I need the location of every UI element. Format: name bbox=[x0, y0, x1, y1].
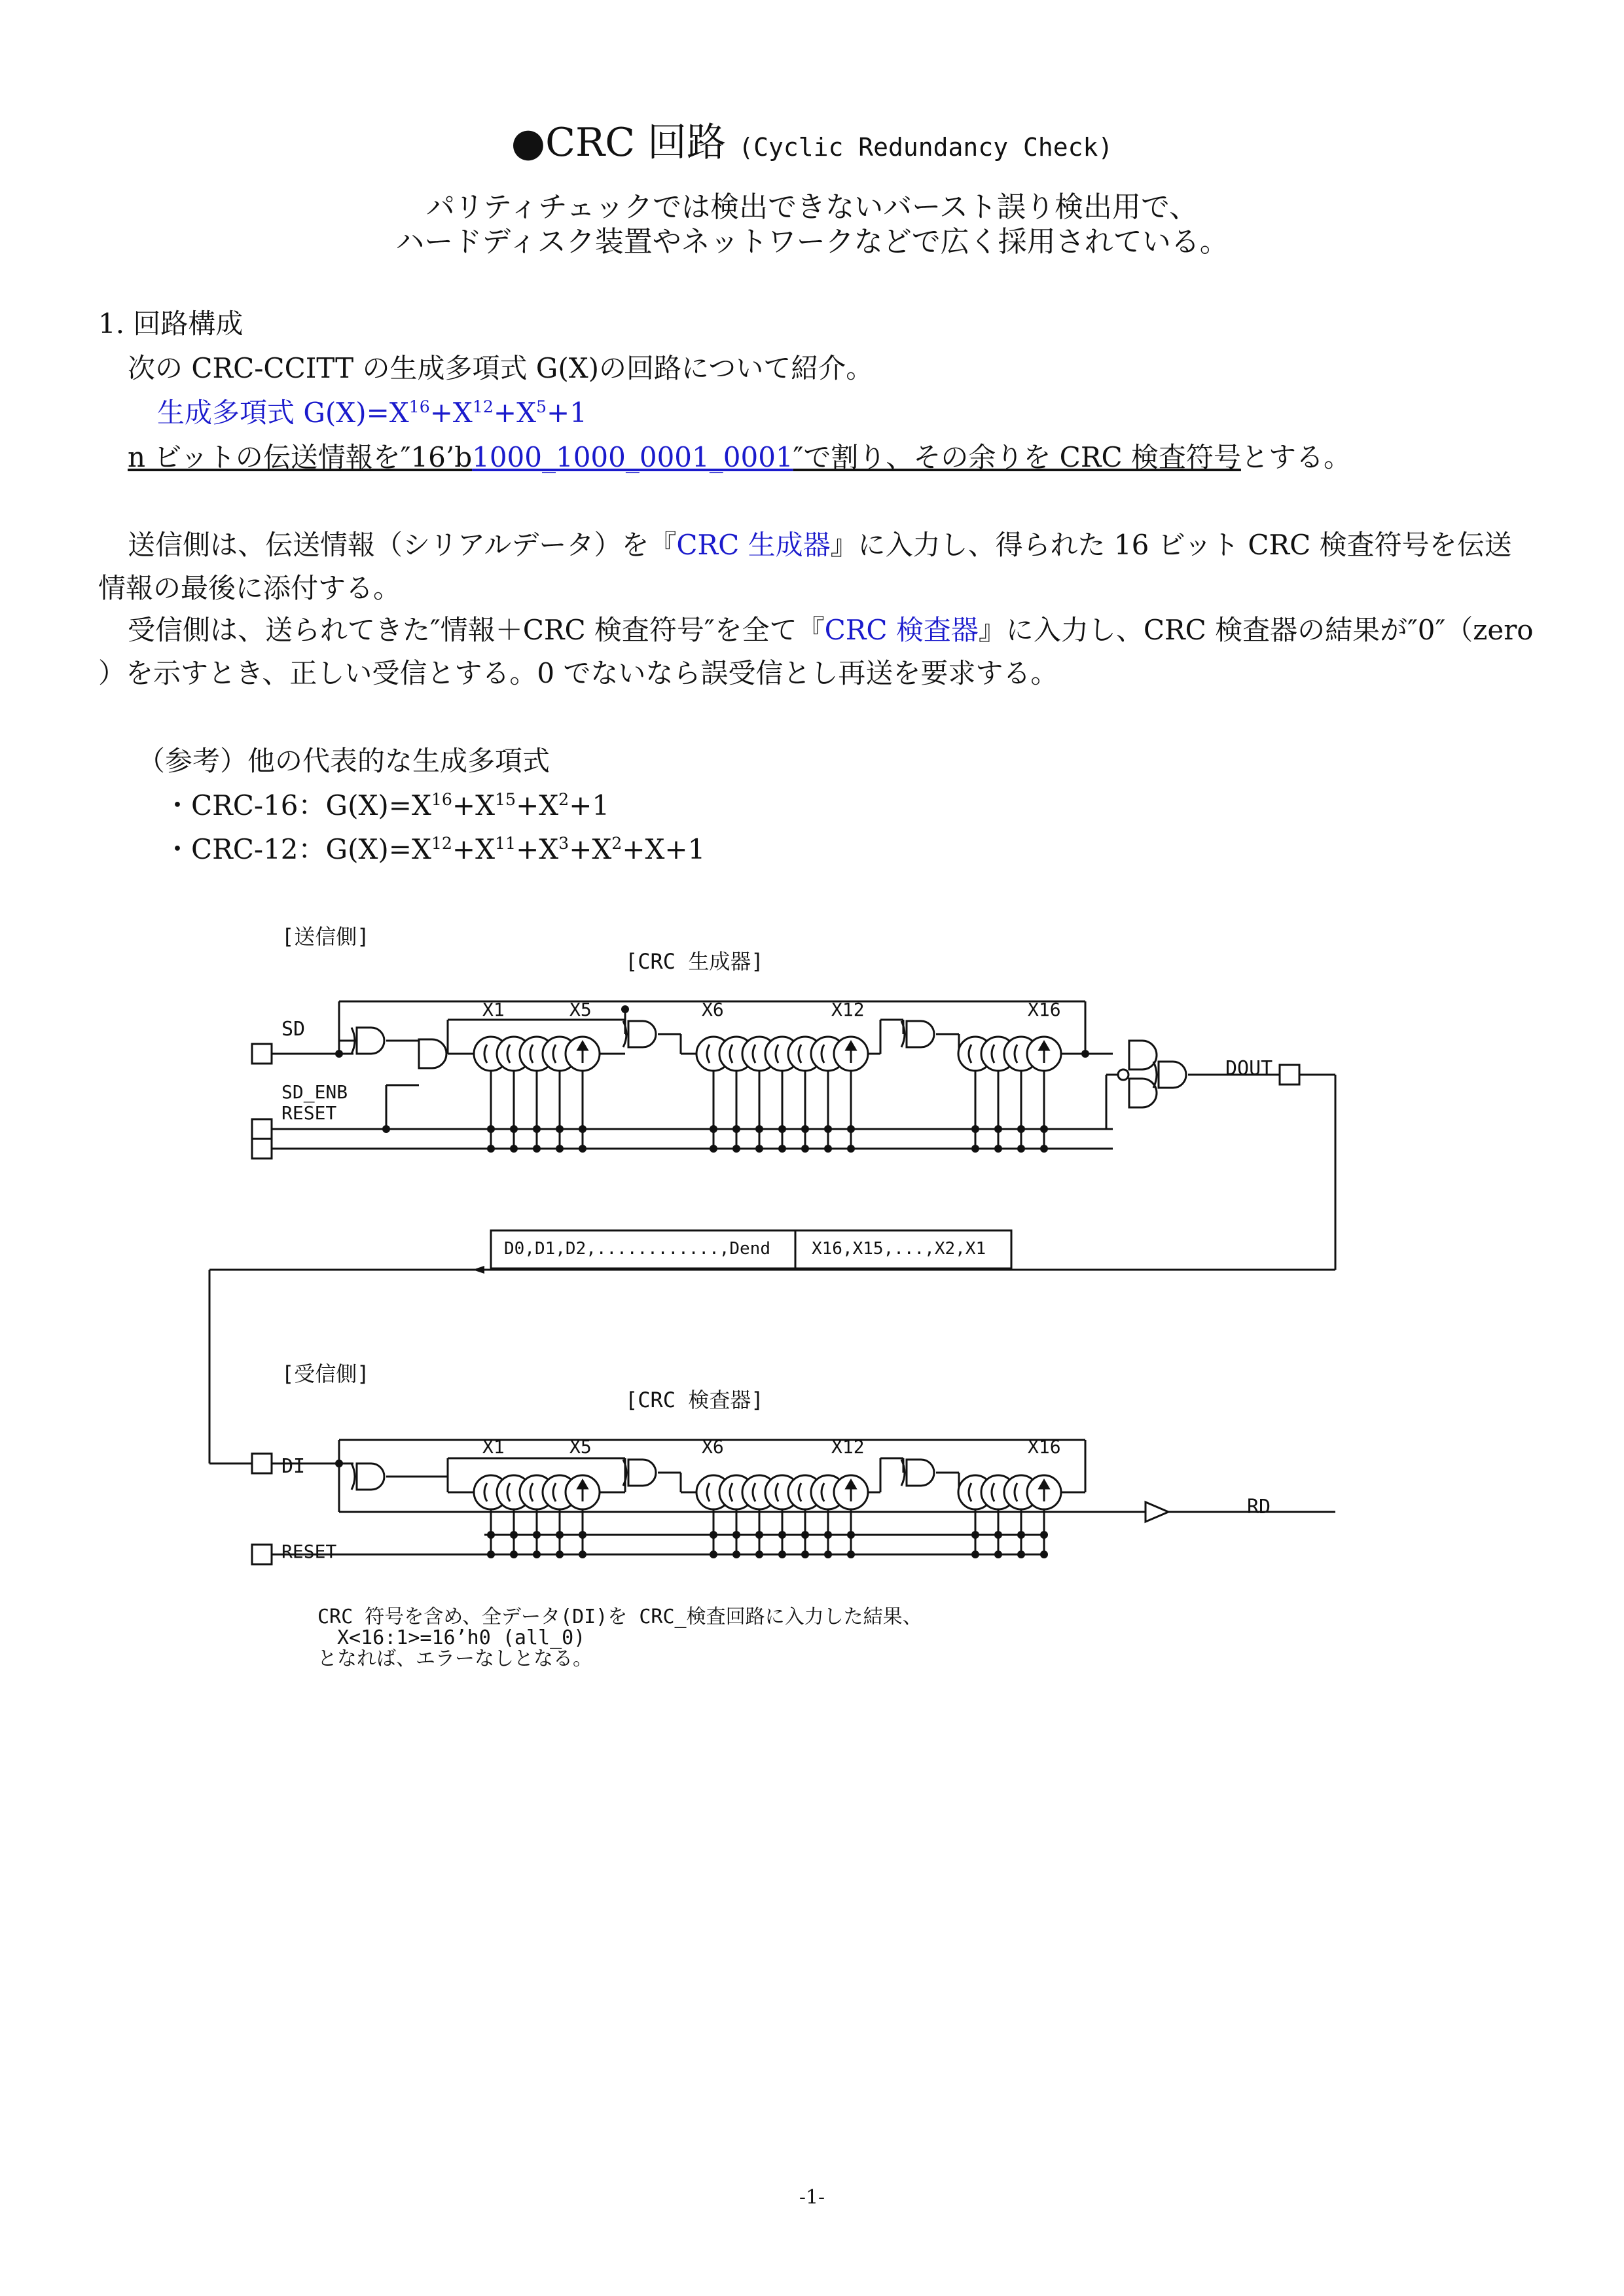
page-title bbox=[0, 111, 1624, 168]
flip-flop bbox=[1027, 1475, 1061, 1509]
recv-para-line2: ）を示すとき、正しい受信とする。0 でないなら誤受信とし再送を要求する。 bbox=[98, 657, 1058, 689]
frame-crc-label: X16,X15,...,X2,X1 bbox=[812, 1239, 986, 1259]
rx-tap-x12: X12 bbox=[831, 1436, 865, 1458]
note-line-3: となれば、エラーなしとなる。 bbox=[317, 1647, 592, 1670]
title-main: ●CRC 回路 bbox=[511, 120, 727, 166]
tx-block-label: [CRC 生成器] bbox=[625, 949, 764, 974]
gate-body bbox=[1159, 1062, 1186, 1088]
generator-polynomial: 生成多項式 $G(X)=X^{16}+X^{12}+X^5+1$ bbox=[157, 397, 587, 429]
rx-xor-x12 bbox=[901, 1460, 934, 1486]
frame-section bbox=[209, 1075, 1335, 1463]
note-line-2: X<16:1>=16’h0 (all_0) bbox=[337, 1626, 586, 1649]
lead-line-1: パリティチェックでは検出できないバースト誤り検出用で、 bbox=[425, 190, 1199, 224]
tx-xor-x12 bbox=[901, 1021, 934, 1047]
sd-input-pin bbox=[252, 1044, 272, 1064]
tx-section bbox=[252, 1001, 1335, 1158]
sd-enb-label: SD_ENB bbox=[281, 1081, 348, 1103]
di-input-pin bbox=[252, 1454, 272, 1473]
gate-body bbox=[1129, 1041, 1157, 1069]
recv-para-line1: 受信側は、送られてきた″情報＋CRC 検査符号″を全て『CRC 検査器』に入力し、CRC 検査器の結果が″0″（zero bbox=[128, 614, 1534, 646]
flip-flop bbox=[834, 1475, 868, 1509]
sd-enb-input-pin bbox=[252, 1119, 272, 1139]
ref-crc12: ・CRC-12：$G(X)=X^{12}+X^{11}+X^3+X^2+X+1$ bbox=[164, 833, 706, 865]
inverter-bubble bbox=[1118, 1069, 1128, 1080]
tx-tap-x6: X6 bbox=[702, 999, 724, 1020]
rx-reset-label: RESET bbox=[281, 1541, 337, 1562]
tx-enable-and bbox=[419, 1039, 446, 1068]
gate-input-arc bbox=[352, 1463, 355, 1490]
gate-body bbox=[357, 1463, 384, 1490]
nbit-statement: n ビットの伝送情報を″16’b1000_1000_0001_0001″で割り、その余りを CRC 検査符号とする。 bbox=[128, 441, 1351, 473]
rx-input-xor bbox=[352, 1463, 384, 1490]
rd-label: RD bbox=[1247, 1496, 1271, 1518]
rx-tap-x16: X16 bbox=[1028, 1436, 1061, 1458]
section-intro: 次の CRC-CCITT の生成多項式 G(X)の回路について紹介。 bbox=[128, 352, 874, 384]
rx-tap-x1: X1 bbox=[482, 1436, 505, 1458]
flow-arrow bbox=[473, 1266, 484, 1274]
rx-section bbox=[252, 1440, 1335, 1564]
flip-flop bbox=[566, 1037, 600, 1071]
junction-dot bbox=[1081, 1050, 1089, 1058]
ref-heading: （参考）他の代表的な生成多項式 bbox=[137, 745, 550, 777]
flip-flop bbox=[566, 1475, 600, 1509]
gate-body bbox=[907, 1460, 934, 1486]
ref-crc16: ・CRC-16：$G(X)=X^{16}+X^{15}+X^2+1$ bbox=[164, 789, 610, 821]
gate-body bbox=[628, 1021, 656, 1047]
flip-flop bbox=[834, 1037, 868, 1071]
rx-label: [受信側] bbox=[281, 1361, 370, 1386]
tx-tap-x5: X5 bbox=[569, 999, 592, 1020]
rx-block-label: [CRC 検査器] bbox=[625, 1388, 764, 1412]
tx-out-and-a bbox=[1129, 1041, 1157, 1069]
tx-reset-input-pin bbox=[252, 1139, 272, 1158]
title-sub: (Cyclic Redundancy Check) bbox=[738, 133, 1113, 162]
tx-out-and-b bbox=[1129, 1079, 1157, 1107]
junction-dot bbox=[621, 1005, 629, 1013]
gate-body bbox=[907, 1021, 934, 1047]
crc-circuit-diagram bbox=[0, 903, 1624, 1754]
rx-tap-x5: X5 bbox=[569, 1436, 592, 1458]
gate-body bbox=[419, 1039, 446, 1068]
rx-reset-input-pin bbox=[252, 1545, 272, 1564]
frame-data-label: D0,D1,D2,............,Dend bbox=[504, 1239, 770, 1259]
tx-tap-x16: X16 bbox=[1028, 999, 1061, 1020]
sd-label: SD bbox=[281, 1018, 306, 1041]
divisor-bits: 1000_1000_0001_0001 bbox=[472, 441, 793, 473]
gate-body bbox=[1129, 1079, 1157, 1107]
tx-output-or bbox=[1153, 1062, 1186, 1088]
tx-reset-label: RESET bbox=[281, 1102, 337, 1124]
tx-tap-x1: X1 bbox=[482, 999, 505, 1020]
dout-output-pin bbox=[1280, 1065, 1299, 1085]
rx-xor-x5 bbox=[623, 1460, 656, 1486]
send-para-line2: 情報の最後に添付する。 bbox=[98, 572, 401, 604]
dout-label: DOUT bbox=[1225, 1057, 1273, 1080]
send-para-line1: 送信側は、伝送情報（シリアルデータ）を『CRC 生成器』に入力し、得られた 16 ビット CRC 検査符号を伝送 bbox=[128, 529, 1512, 561]
lead-line-2: ハードディスク装置やネットワークなどで広く採用されている。 bbox=[395, 225, 1229, 259]
gate-body bbox=[357, 1028, 384, 1054]
flip-flop bbox=[1027, 1037, 1061, 1071]
section-heading: 1. 回路構成 bbox=[98, 308, 244, 340]
di-label: DI bbox=[281, 1455, 306, 1478]
tx-label: [送信側] bbox=[281, 924, 370, 949]
rx-tap-x6: X6 bbox=[702, 1436, 724, 1458]
tx-tap-x12: X12 bbox=[831, 999, 865, 1020]
note-line-1: CRC 符号を含め、全データ(DI)を CRC_検査回路に入力した結果、 bbox=[317, 1605, 922, 1628]
page-number: -1- bbox=[799, 2186, 825, 2209]
gate-body bbox=[628, 1460, 656, 1486]
rd-buffer bbox=[1146, 1502, 1168, 1522]
